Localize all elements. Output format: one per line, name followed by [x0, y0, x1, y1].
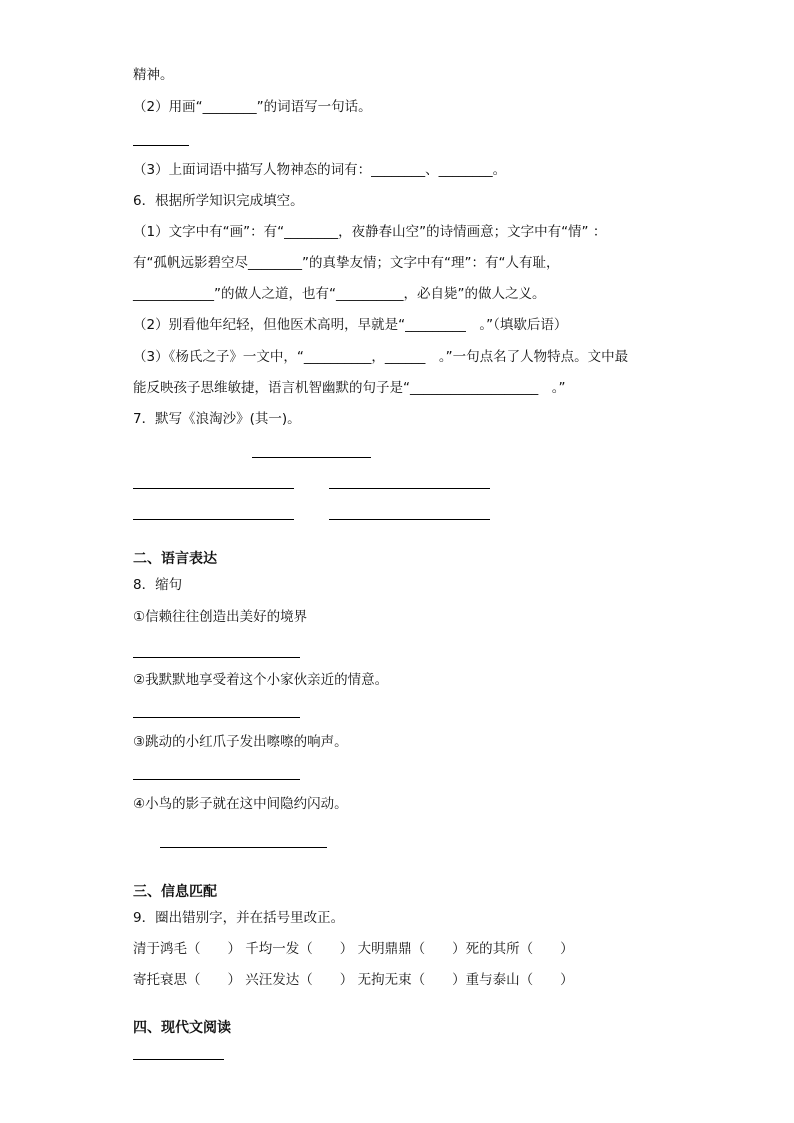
text-line: 精神。	[133, 67, 174, 83]
poem-line-1[interactable]	[133, 488, 294, 489]
answer-line[interactable]	[133, 717, 300, 718]
section-heading: 二、语言表达	[133, 551, 217, 567]
poem-title-line[interactable]	[252, 457, 371, 458]
question-9: 9．圈出错别字，并在括号里改正。	[133, 910, 345, 926]
poem-line-4[interactable]	[329, 519, 490, 520]
sentence-4: ④小鸟的影子就在这中间隐约闪动。	[133, 796, 348, 812]
sentence-2: ②我默默地享受着这个小家伙亲近的情意。	[133, 672, 389, 688]
sentence-3: ③跳动的小红爪子发出嚓嚓的响声。	[133, 734, 348, 750]
word-row-1: 清于鸿毛（ ） 千均一发（ ） 大明鼎鼎（ ）死的其所（ ）	[133, 941, 574, 957]
answer-line[interactable]	[133, 1059, 224, 1060]
answer-line[interactable]	[133, 657, 300, 658]
word-row-2: 寄托衰思（ ） 兴汪发达（ ） 无拘无束（ ）重与泰山（ ）	[133, 972, 574, 988]
question-6-2: （2）别看他年纪轻，但他医术高明，早就是“_________ 。”（填歇后语）	[133, 317, 568, 333]
answer-line[interactable]	[133, 779, 300, 780]
poem-line-3[interactable]	[133, 519, 294, 520]
answer-line[interactable]	[133, 145, 189, 146]
text-line: ____________”的做人之道，也有“__________，必自毙”的做人之义。	[133, 286, 546, 302]
question-6-1: （1）文字中有“画”：有“________，夜静春山空”的诗情画意；文字中有“情” ：	[133, 224, 607, 240]
question-6: 6．根据所学知识完成填空。	[133, 193, 304, 209]
section-heading: 四、现代文阅读	[133, 1020, 231, 1036]
text-line: 有“孤帆远影碧空尽________”的真挚友情；文字中有“理”：有“人有耻，	[133, 255, 560, 271]
poem-line-2[interactable]	[329, 488, 490, 489]
question-5-3: （3）上面词语中描写人物神态的词有：________、________。	[133, 162, 507, 178]
sentence-1: ①信赖往往创造出美好的境界	[133, 609, 308, 625]
question-7: 7．默写《浪淘沙》(其一)。	[133, 411, 301, 427]
question-6-3: （3）《杨氏之子》一文中，“__________，______ 。”一句点名了人物特点。文中最	[133, 349, 629, 365]
question-8: 8．缩句	[133, 577, 183, 593]
section-heading: 三、信息匹配	[133, 884, 217, 900]
text-line: 能反映孩子思维敏捷，语言机智幽默的句子是“___________________ 。”	[133, 380, 566, 396]
question-5-2: （2）用画“________”的词语写一句话。	[133, 99, 372, 115]
answer-line[interactable]	[160, 847, 327, 848]
